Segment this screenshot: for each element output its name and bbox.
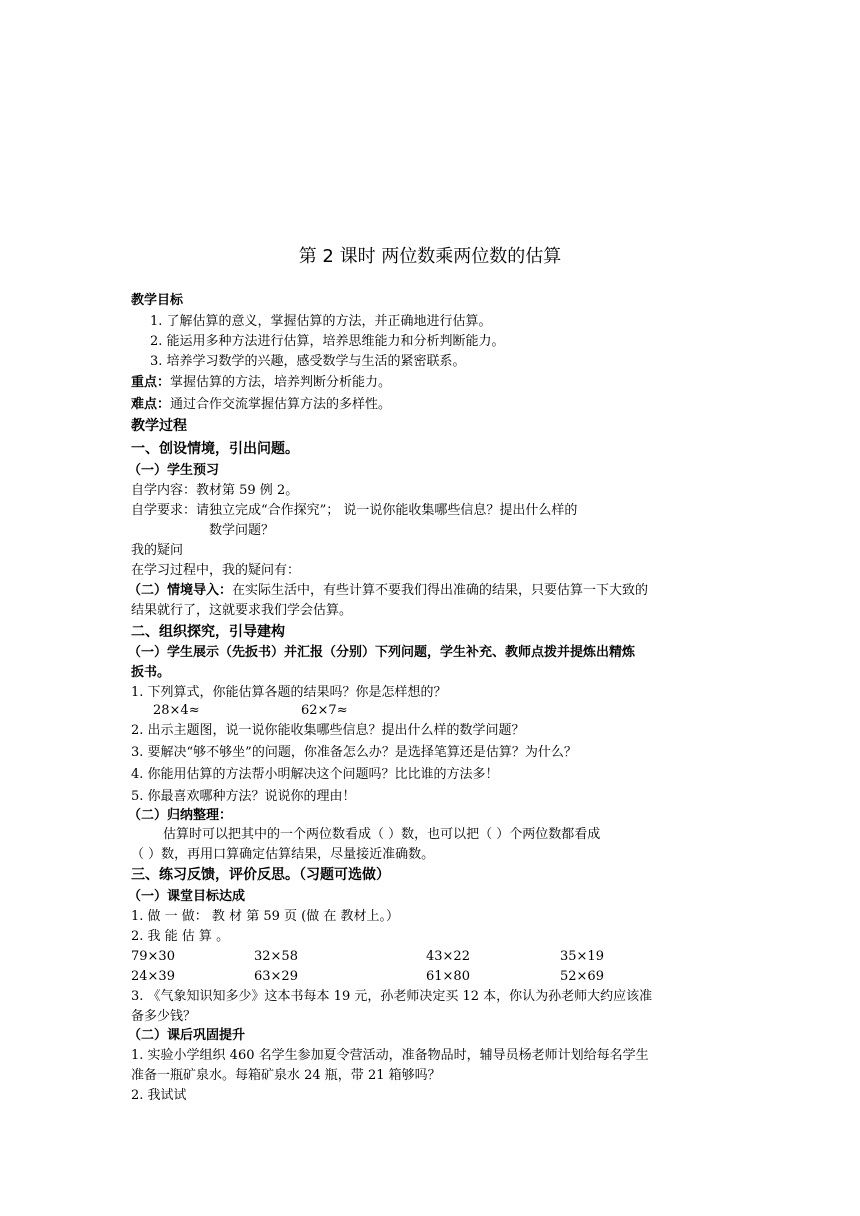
question-3: 3. 要解决“够不够坐”的问题，你准备怎么办？是选择笔算还是估算？为什么？	[131, 745, 577, 760]
calc-item: 63×29	[254, 969, 298, 984]
question-1-expr-a: 28×4≈	[153, 703, 200, 718]
exercise-3-cont: 备多少钱？	[131, 1009, 197, 1024]
exercise-2: 2. 我 能 估 算 。	[131, 929, 230, 944]
my-questions-label: 我的疑问	[131, 543, 184, 558]
question-1-expr-b: 62×7≈	[301, 703, 348, 718]
question-4: 4. 你能用估算的方法帮小明解决这个问题吗？比比谁的方法多！	[131, 767, 499, 782]
section-2-sub-2: （二）归纳整理：	[128, 808, 233, 823]
calc-item: 35×19	[560, 949, 604, 964]
calc-item: 24×39	[131, 969, 175, 984]
summary-text-cont: （ ）数，再用口算确定估算结果，尽量接近准确数。	[131, 847, 435, 862]
situation-intro	[128, 581, 648, 601]
question-5: 5. 你最喜欢哪种方法？说说你的理由！	[131, 789, 356, 804]
situation-intro-text: 在实际生活中，有些计算不要我们得出准确的结果，只要估算一下大致的	[232, 583, 649, 598]
calc-item: 61×80	[426, 969, 470, 984]
question-2: 2. 出示主题图，说一说你能收集哪些信息？提出什么样的数学问题？	[131, 723, 525, 738]
self-study-requirement: 自学要求：请独立完成“合作探究”； 说一说你能收集哪些信息？提出什么样的	[131, 503, 578, 518]
difficult-point-label: 难点：	[131, 397, 171, 412]
situation-intro-cont: 结果就行了，这就要求我们学会估算。	[131, 603, 353, 618]
calc-item: 79×30	[131, 949, 175, 964]
key-point-text: 掌握估算的方法，培养判断分析能力。	[170, 375, 392, 390]
situation-intro-label: （二）情境导入：	[128, 583, 233, 598]
objective-item: 3. 培养学习数学的兴趣，感受数学与生活的紧密联系。	[150, 354, 466, 369]
section-3-sub-1: （一）课堂目标达成	[128, 889, 246, 904]
section-1-heading: 一、创设情境，引出问题。	[131, 441, 299, 457]
exercise-1: 1. 做 一 做： 教 材 第 59 页 (做 在 教材上。）	[131, 909, 399, 924]
calc-item: 43×22	[426, 949, 470, 964]
homework-1-cont: 准备一瓶矿泉水。每箱矿泉水 24 瓶，带 21 箱够吗？	[131, 1068, 441, 1083]
key-point	[131, 373, 391, 393]
self-study-content: 自学内容：教材第 59 例 2。	[131, 483, 299, 498]
exercise-3: 3. 《气象知识知多少》这本书每本 19 元，孙老师决定买 12 本，你认为孙老师大约应该准	[131, 989, 653, 1004]
self-study-requirement-cont: 数学问题？	[209, 523, 275, 538]
section-3-sub-2: （二）课后巩固提升	[128, 1028, 246, 1043]
homework-1: 1. 实验小学组织 460 名学生参加夏令营活动，准备物品时，辅导员杨老师计划给每名学生	[131, 1048, 649, 1063]
section-2-heading: 二、组织探究，引导建构	[131, 624, 285, 640]
section-2-sub-1: （一）学生展示（先扳书）并汇报（分别）下列问题，学生补充、教师点拨并提炼出精炼	[128, 645, 636, 660]
process-heading: 教学过程	[131, 418, 187, 434]
key-point-label: 重点：	[131, 375, 171, 390]
objectives-heading: 教学目标	[131, 293, 184, 308]
objective-item: 2. 能运用多种方法进行估算，培养思维能力和分析判断能力。	[150, 334, 505, 349]
section-1-sub-1: （一）学生预习	[128, 463, 220, 478]
my-questions-text: 在学习过程中，我的疑问有：	[131, 563, 301, 578]
homework-2: 2. 我试试	[131, 1088, 187, 1103]
summary-text: 估算时可以把其中的一个两位数看成（ ）数，也可以把（ ）个两位数都看成	[163, 827, 601, 842]
calc-item: 52×69	[560, 969, 604, 984]
objective-item: 1. 了解估算的意义，掌握估算的方法，并正确地进行估算。	[150, 314, 492, 329]
calc-item: 32×58	[254, 949, 298, 964]
page-title: 第 2 课时 两位数乘两位数的估算	[298, 246, 562, 267]
difficult-point-text: 通过合作交流掌握估算方法的多样性。	[170, 397, 392, 412]
section-3-heading: 三、练习反馈，评价反思。（习题可选做）	[131, 867, 390, 883]
section-2-sub-1-cont: 扳书。	[131, 665, 171, 680]
difficult-point	[131, 395, 391, 415]
question-1: 1. 下列算式，你能估算各题的结果吗？你是怎样想的？	[131, 685, 447, 700]
